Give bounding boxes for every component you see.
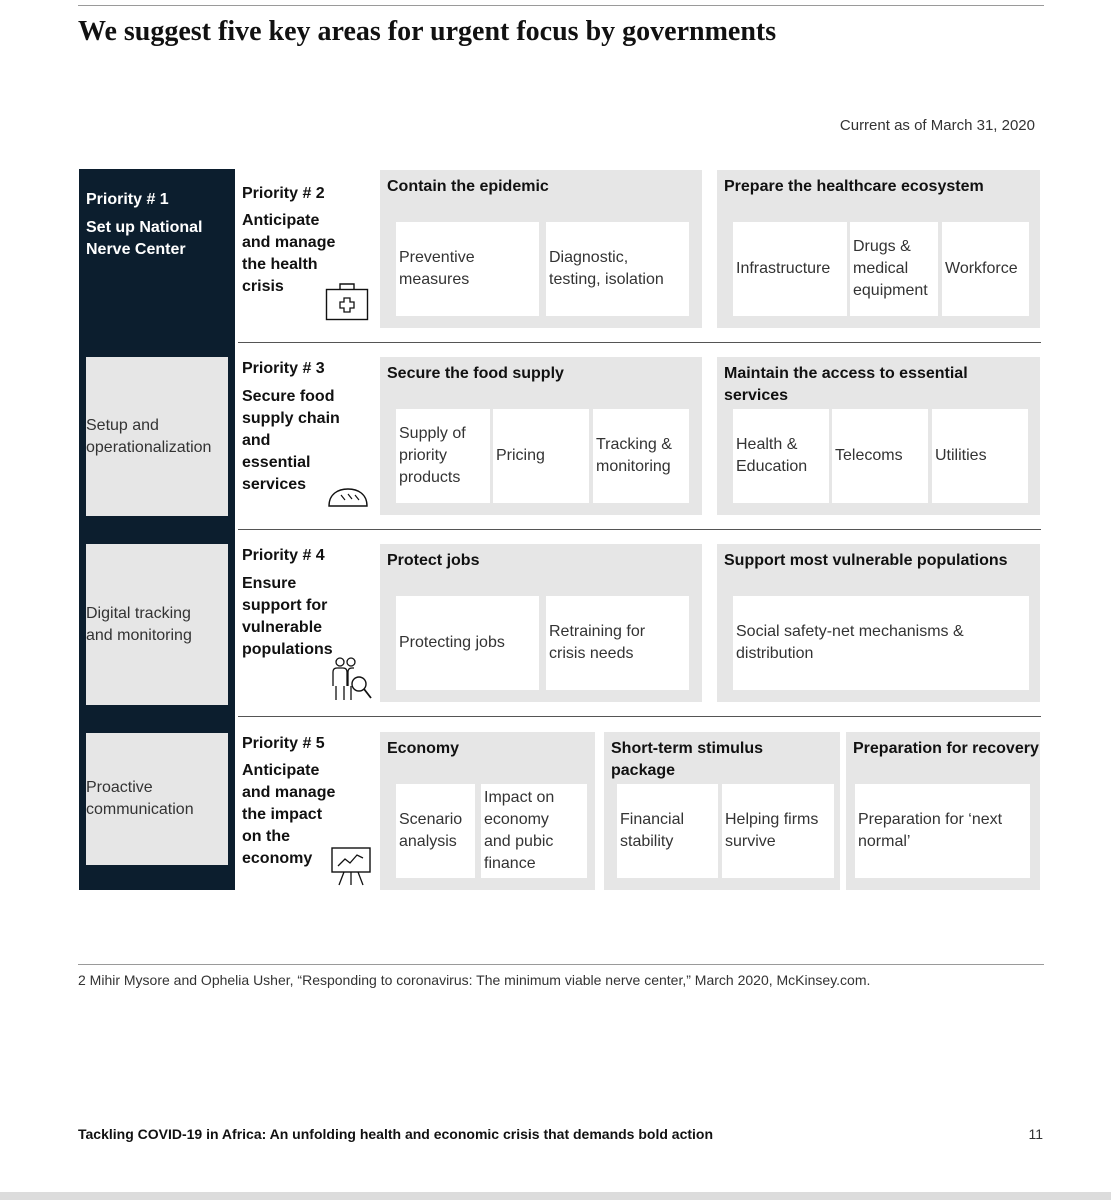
item-label: Preparation for ‘next normal’ xyxy=(858,811,1003,850)
item-retraining xyxy=(546,596,689,690)
item-diagnostic-testing xyxy=(546,222,689,316)
item-protecting-jobs xyxy=(396,596,539,690)
chart-easel-icon xyxy=(330,846,372,886)
bread-icon xyxy=(326,486,370,510)
group-contain-epidemic xyxy=(380,170,702,328)
item-label: Diagnostic, testing, isolation xyxy=(549,249,664,288)
group-title: Contain the epidemic xyxy=(387,178,549,195)
group-title: Protect jobs xyxy=(387,552,480,569)
phase-setup-label: Setup and operationalization xyxy=(86,416,212,456)
item-utilities xyxy=(932,409,1028,503)
phase-digital-tracking-label: Digital tracking and monitoring xyxy=(86,604,192,644)
group-economy xyxy=(380,732,595,890)
group-stimulus-package xyxy=(604,732,840,890)
item-label: Telecoms xyxy=(835,447,903,464)
phase-setup xyxy=(86,357,228,516)
item-tracking-monitoring xyxy=(593,409,689,503)
people-magnifier-icon xyxy=(330,656,374,704)
row-separator xyxy=(238,342,1041,343)
group-title: Maintain the access to essential services xyxy=(724,365,968,404)
priority-5-title: Anticipate and manage the impact on the economy xyxy=(242,762,336,867)
priority-5-label: Priority # 5 xyxy=(242,735,325,752)
item-drugs-equipment xyxy=(850,222,938,316)
item-scenario-analysis xyxy=(396,784,475,878)
priority-1-title: Set up National Nerve Center xyxy=(86,219,203,258)
row-separator xyxy=(238,716,1041,717)
phase-digital-tracking xyxy=(86,544,228,705)
item-next-normal xyxy=(855,784,1030,878)
item-preventive-measures xyxy=(396,222,539,316)
item-label: Helping firms survive xyxy=(725,811,819,850)
item-label: Drugs & medical equipment xyxy=(853,238,928,299)
item-supply-priority-products xyxy=(396,409,490,503)
page-number: 11 xyxy=(1028,1126,1043,1142)
group-healthcare-ecosystem xyxy=(717,170,1040,328)
priority-4-label: Priority # 4 xyxy=(242,547,325,564)
priority-2-label: Priority # 2 xyxy=(242,185,325,202)
first-aid-kit-icon xyxy=(325,281,369,321)
bottom-bar xyxy=(0,1192,1111,1200)
item-label: Infrastructure xyxy=(736,260,831,277)
footer-title: Tackling COVID-19 in Africa: An unfolding health and economic crisis that demands bold action xyxy=(78,1126,714,1142)
group-essential-services xyxy=(717,357,1040,515)
priority-1-label: Priority # 1 xyxy=(86,191,169,208)
item-label: Social safety-net mechanisms & distribution xyxy=(736,623,964,662)
row-separator xyxy=(238,529,1041,530)
footnote: 2 Mihir Mysore and Ophelia Usher, “Responding to coronavirus: The minimum viable nerve center,” March 2020, McKinsey.com. xyxy=(78,972,871,988)
item-label: Preventive measures xyxy=(399,249,475,288)
priority-2-title: Anticipate and manage the health crisis xyxy=(242,212,336,295)
group-title: Preparation for recovery xyxy=(853,740,1039,757)
item-label: Scenario analysis xyxy=(399,811,463,850)
item-label: Impact on economy and pubic finance xyxy=(484,789,555,872)
group-title: Short-term stimulus package xyxy=(611,740,764,779)
item-label: Pricing xyxy=(496,447,545,464)
item-social-safety-net xyxy=(733,596,1029,690)
top-rule xyxy=(78,5,1044,6)
item-label: Protecting jobs xyxy=(399,634,505,651)
item-workforce xyxy=(942,222,1029,316)
group-protect-jobs xyxy=(380,544,702,702)
item-health-education xyxy=(733,409,829,503)
priority-3-title: Secure food supply chain and essential services xyxy=(242,388,340,493)
footnote-rule xyxy=(78,964,1044,965)
group-title: Prepare the healthcare ecosystem xyxy=(724,178,984,195)
priority-4-title: Ensure support for vulnerable populations xyxy=(242,575,333,658)
item-label: Retraining for crisis needs xyxy=(549,623,646,662)
item-label: Financial stability xyxy=(620,811,685,850)
item-telecoms xyxy=(832,409,928,503)
item-helping-firms xyxy=(722,784,834,878)
item-pricing xyxy=(493,409,589,503)
item-label: Utilities xyxy=(935,447,987,464)
item-label: Supply of priority products xyxy=(399,425,466,486)
page-title: We suggest five key areas for urgent focus by governments xyxy=(78,16,777,47)
group-title: Support most vulnerable populations xyxy=(724,552,1008,569)
group-title: Secure the food supply xyxy=(387,365,564,382)
item-label: Workforce xyxy=(945,260,1018,277)
item-financial-stability xyxy=(617,784,718,878)
phase-communication xyxy=(86,733,228,865)
as-of-date: Current as of March 31, 2020 xyxy=(839,117,1035,134)
group-title: Economy xyxy=(387,740,460,757)
item-infrastructure xyxy=(733,222,847,316)
group-secure-food-supply xyxy=(380,357,702,515)
group-preparation-recovery xyxy=(846,732,1040,890)
group-vulnerable-populations xyxy=(717,544,1040,702)
item-impact-economy xyxy=(481,784,587,878)
item-label: Tracking & monitoring xyxy=(596,436,672,475)
priority-3-label: Priority # 3 xyxy=(242,360,325,377)
phase-communication-label: Proactive communication xyxy=(86,779,194,818)
item-label: Health & Education xyxy=(736,436,808,475)
